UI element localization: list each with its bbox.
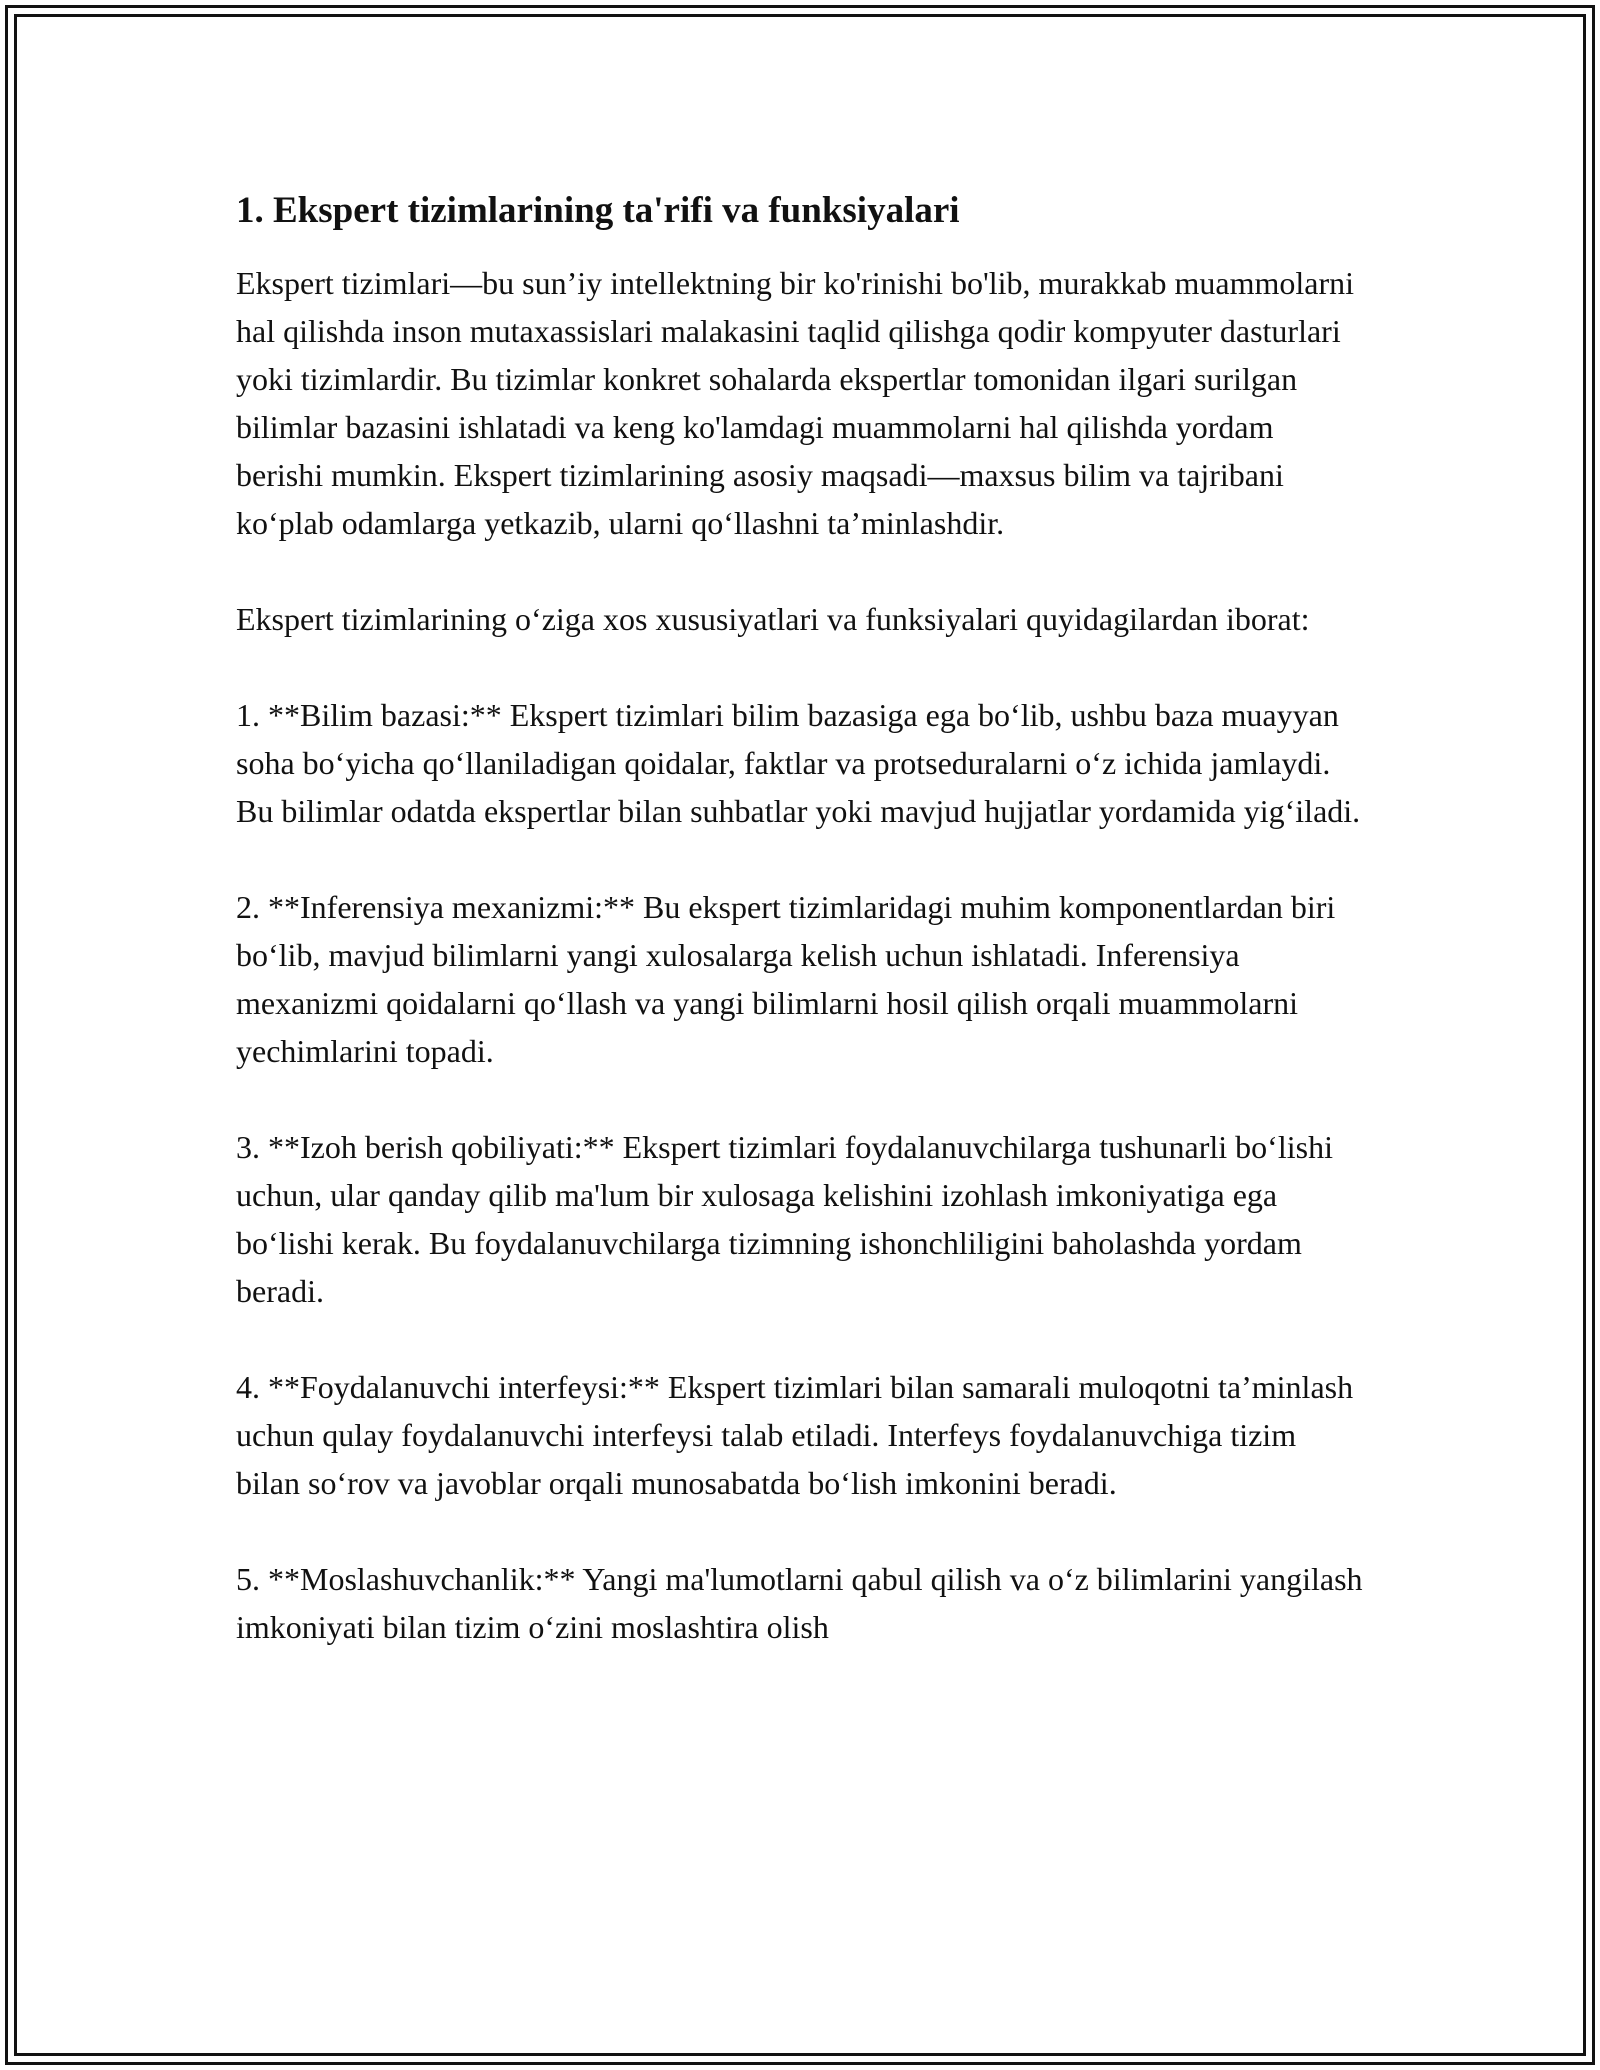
list-item-adaptability: 5. **Moslashuvchanlik:** Yangi ma'lumotlarni qabul qilish va o‘z bilimlarini yangilash imkoniyati bilan tizim o‘zini moslashtira olish xyxy=(236,1561,1363,1645)
section-heading: 1. Ekspert tizimlarining ta'rifi va funksiyalari xyxy=(236,190,960,231)
list-item-knowledge-base: 1. **Bilim bazasi:** Ekspert tizimlari bilim bazasiga ega bo‘lib, ushbu baza muayyan soha bo‘yicha qo‘llaniladigan qoidalar, faktlar va protseduralarni o‘z ichida jamlaydi. Bu bilimlar odatda ekspertlar bilan suhbatlar yoki mavjud hujjatlar yordamida yig‘iladi. xyxy=(236,697,1361,829)
features-intro-paragraph: Ekspert tizimlarining o‘ziga xos xususiyatlari va funksiyalari quyidagilardan iborat: xyxy=(236,601,1310,637)
list-item-user-interface: 4. **Foydalanuvchi interfeysi:** Ekspert tizimlari bilan samarali muloqotni ta’minlash uchun qulay foydalanuvchi interfeysi talab etiladi. Interfeys foydalanuvchiga tizim bilan so‘rov va javoblar orqali munosabatda bo‘lish imkonini beradi. xyxy=(236,1369,1354,1501)
document-body xyxy=(236,185,1366,1699)
list-item-inference-engine: 2. **Inferensiya mexanizmi:** Bu ekspert tizimlaridagi muhim komponentlardan biri bo‘lib, mavjud bilimlarni yangi xulosalarga kelish uchun ishlatadi. Inferensiya mexanizmi qoidalarni qo‘llash va yangi bilimlarni hosil qilish orqali muammolarni yechimlarini topadi. xyxy=(236,889,1336,1069)
list-item-explanation: 3. **Izoh berish qobiliyati:** Ekspert tizimlari foydalanuvchilarga tushunarli bo‘lishi uchun, ular qanday qilib ma'lum bir xulosaga kelishini izohlash imkoniyatiga ega bo‘lishi kerak. Bu foydalanuvchilarga tizimning ishonchliligini baholashda yordam beradi. xyxy=(236,1129,1333,1309)
intro-paragraph: Ekspert tizimlari—bu sun’iy intellektning bir ko'rinishi bo'lib, murakkab muammolarni hal qilishda inson mutaxassislari malakasini taqlid qilishga qodir kompyuter dasturlari yoki tizimlardir. Bu tizimlar konkret sohalarda ekspertlar tomonidan ilgari surilgan bilimlar bazasini ishlatadi va keng ko'lamdagi muammolarni hal qilishda yordam berishi mumkin. Ekspert tizimlarining asosiy maqsadi—maxsus bilim va tajribani ko‘plab odamlarga yetkazib, ularni qo‘llashni ta’minlashdir. xyxy=(236,265,1355,541)
